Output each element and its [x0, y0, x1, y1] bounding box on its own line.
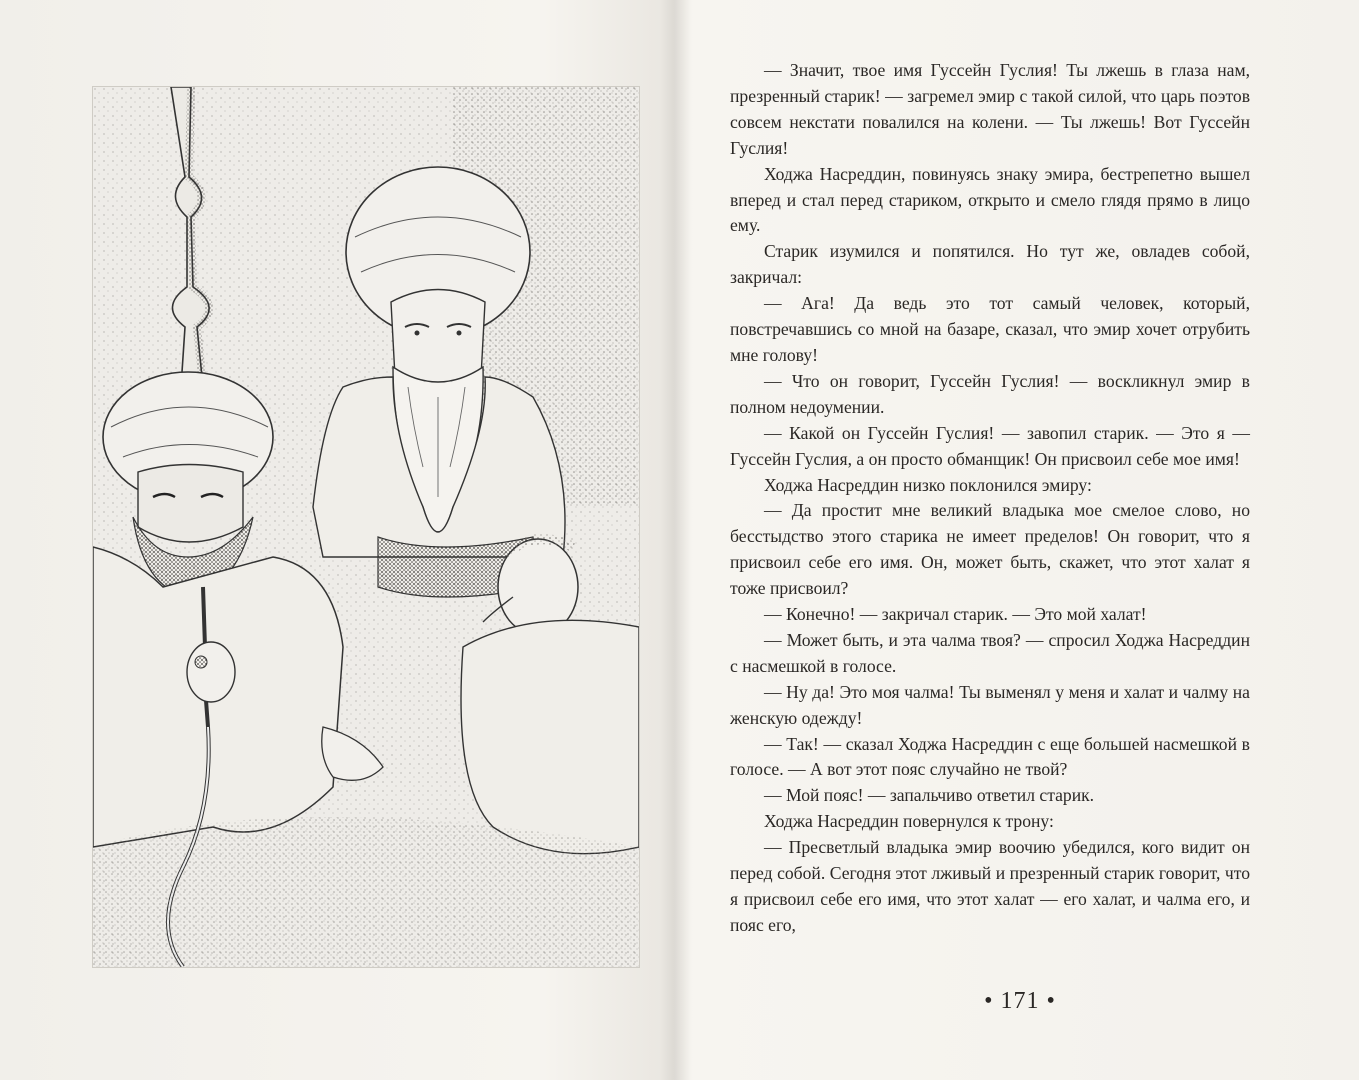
paragraph: Старик изумился и попятился. Но тут же, овладев собой, закричал: — [730, 241, 1250, 288]
paragraph: Ходжа Насреддин повернулся к трону: — [764, 811, 1054, 832]
body-text — [730, 58, 1250, 939]
illustration-drawing — [93, 87, 639, 967]
paragraph: — Что он говорит, Гуссейн Гуслия! — воскликнул эмир в полном недоумении. — [730, 370, 1250, 417]
paragraph: — Ага! Да ведь это тот самый человек, который, повстречавшись со мной на базаре, сказал, что эмир хочет отрубить мне голову! — [730, 293, 1250, 365]
page-number: • 171 • — [984, 988, 1056, 1014]
paragraph: Ходжа Насреддин, повинуясь знаку эмира, бестрепетно вышел вперед и стал перед стариком, открыто и смело глядя прямо в лицо ему. — [730, 163, 1250, 236]
paragraph: — Пресветлый владыка эмир воочию убедился, кого видит он перед собой. Сегодня этот лживый и презренный старик говорит, что я присвоил себе его имя, что этот халат — его халат, и чалма его, и пояс его, — [730, 837, 1250, 935]
paragraph: — Мой пояс! — запальчиво ответил старик. — [764, 785, 1095, 806]
paragraph: — Да простит мне великий владыка мое смелое слово, но бесстыдство этого старика не имеет пределов! Он говорит, что я присвоил себе его имя. Он, может быть, скажет, что этот халат я тоже присвоил? — [730, 500, 1250, 599]
paragraph: Ходжа Насреддин низко поклонился эмиру: — [764, 474, 1092, 495]
left-page — [0, 0, 675, 1080]
right-page — [730, 0, 1320, 1080]
paragraph: — Какой он Гуссейн Гуслия! — завопил старик. — Это я — Гуссейн Гуслия, а он просто обманщик! Он присвоил себе мое имя! — [730, 422, 1250, 469]
paragraph: — Так! — сказал Ходжа Насреддин с еще большей насмешкой в голосе. — А вот этот пояс случайно не твой? — [730, 733, 1250, 780]
paragraph: — Конечно! — закричал старик. — Это мой халат! — [764, 604, 1147, 625]
paragraph: — Значит, твое имя Гуссейн Гуслия! Ты лжешь в глаза нам, презренный старик! — загремел эмир с такой силой, что царь поэтов совсем некстати повалился на колени. — Ты лжешь! Вот Гуссейн Гуслия! — [730, 60, 1250, 158]
illustration — [92, 86, 640, 968]
paragraph: — Может быть, и эта чалма твоя? — спросил Ходжа Насреддин с насмешкой в голосе. — [730, 629, 1250, 676]
paragraph: — Ну да! Это моя чалма! Ты выменял у меня и халат и чалму на женскую одежду! — [730, 681, 1250, 728]
